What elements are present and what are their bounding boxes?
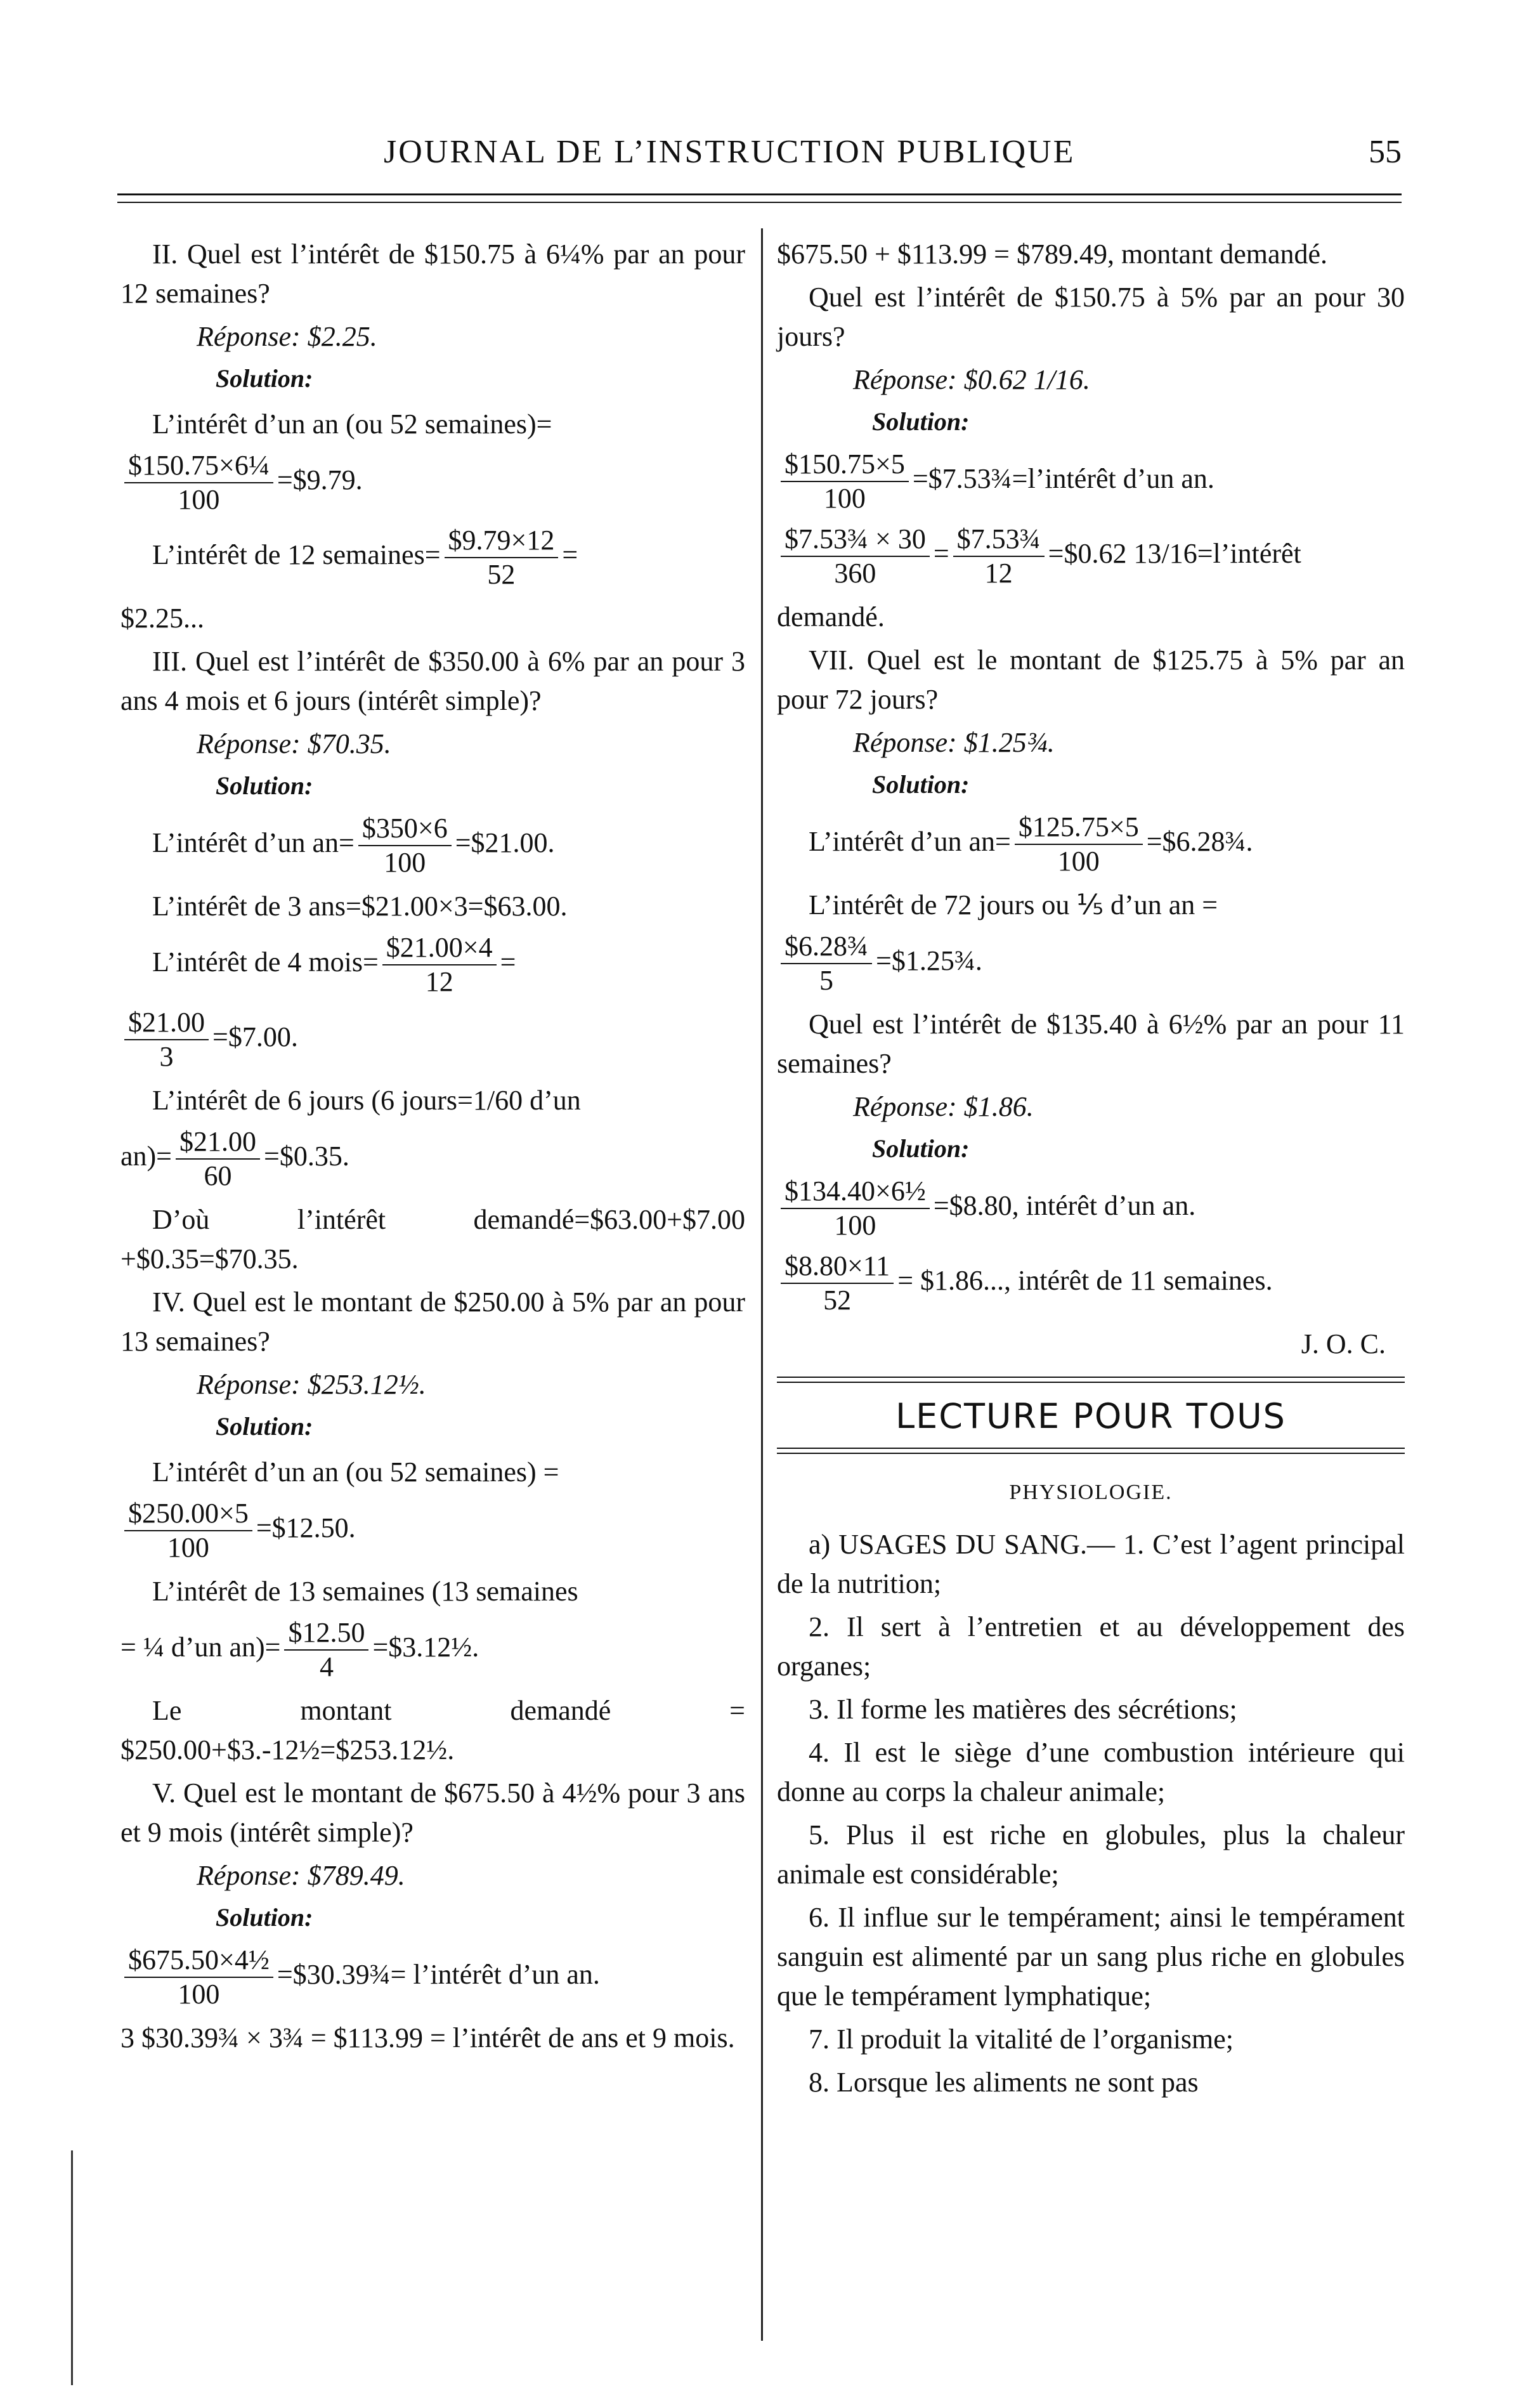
q8-equation-1: $\frac{\text{\$134.40×6½}}{100}$ =$8.80, intérêt d’un an.: [777, 1175, 1405, 1242]
question-4: IV. Quel est le montant de $250.00 à 5% par an pour 13 semaines?: [120, 1286, 745, 1357]
answer-6: Réponse: $0.62 1/16.: [853, 364, 1090, 395]
list-item: a) USAGES DU SANG.— 1. C’est l’agent principal de la nutrition;: [777, 1529, 1405, 1599]
list-item: 8. Lorsque les aliments ne sont pas: [809, 2067, 1199, 2098]
column-divider: [761, 228, 763, 2341]
q3-equation-4: $\frac{\$21.00}{3}$ =$7.00.: [120, 1006, 745, 1073]
q5-line-2: 3 $30.39¾ × 3¾ = $113.99 = l’intérêt de ans et 9 mois.: [120, 2022, 735, 2053]
solution-label-6: Solution:: [872, 407, 970, 436]
answer-4: Réponse: $253.12½.: [197, 1369, 426, 1400]
list-item: 3. Il forme les matières des sécrétions;: [809, 1694, 1237, 1725]
q6-equation-2: $\frac{\text{\$7.53¾ × 30}}{360}$ = $\frac{\text{\$7.53¾}}{12}$ =$0.62 13/16=l’intérêt: [777, 523, 1405, 590]
section-title: LECTURE POUR TOUS: [895, 1396, 1286, 1436]
question-5: V. Quel est le montant de $675.50 à 4½% pour 3 ans et 9 mois (intérêt simple)?: [120, 1777, 745, 1848]
q5-equation-1: $\frac{\text{\$675.50×4½}}{100}$ =$30.39¾= l’intérêt d’un an.: [120, 1944, 745, 2011]
list-item: 5. Plus il est riche en globules, plus la chaleur animale est considérable;: [777, 1819, 1405, 1890]
fraction: $\frac{\text{\$7.53¾ × 30}}{360}$: [781, 523, 930, 590]
q3-total: D’où l’intérêt demandé=$63.00+$7.00 +$0.35=$70.35.: [120, 1204, 745, 1274]
page-header: [117, 127, 1402, 184]
fraction: $\frac{\$12.50}{4}$: [284, 1616, 368, 1684]
header-rule-thin: [117, 202, 1402, 203]
answer-5: Réponse: $789.49.: [197, 1860, 405, 1891]
answer-7: Réponse: $1.25¾.: [853, 727, 1055, 758]
q2-equation-1: $\frac{\text{\$150.75×6¼}}{100}$ =$9.79.: [120, 449, 745, 516]
question-8: Quel est l’intérêt de $135.40 à 6½% par an pour 11 semaines?: [777, 1009, 1405, 1079]
q7-equation-1: L’intérêt d’un an= $\frac{\$125.75\times 5}{100}$ =$6.28¾.: [809, 811, 1253, 877]
list-item: 2. Il sert à l’entretien et au développement des organes;: [777, 1611, 1405, 1682]
solution-label-2: Solution:: [216, 364, 313, 393]
fraction: $\frac{\$350\times 6}{100}$: [358, 812, 452, 879]
solution-label-3: Solution:: [216, 771, 313, 800]
q4-equation-2: $\frac{\$250.00\times 5}{100}$ =$12.50.: [120, 1497, 745, 1564]
q2-result: $2.25...: [120, 603, 204, 634]
page-number: 55: [1369, 134, 1402, 170]
header-rule: [117, 193, 1402, 195]
list-item: 4. Il est le siège d’une combustion intérieure qui donne au corps la chaleur animale;: [777, 1737, 1405, 1807]
solution-label-7: Solution:: [872, 770, 970, 799]
solution-label-5: Solution:: [216, 1903, 313, 1932]
q3-equation-6: an)= $\frac{\$21.00}{60}$ =$0.35.: [120, 1126, 349, 1191]
answer-2: Réponse: $2.25.: [197, 321, 377, 352]
q3-equation-1: L’intérêt d’un an= $\frac{\$350\times 6}{100}$ =$21.00.: [152, 813, 555, 878]
signature: J. O. C.: [1301, 1328, 1386, 1359]
question-6: Quel est l’intérêt de $150.75 à 5% par an pour 30 jours?: [777, 282, 1405, 352]
q7-equation-3: $\frac{\text{\$6.28¾}}{5}$ =$1.25¾.: [777, 930, 1405, 997]
q4-line-3: L’intérêt de 13 semaines (13 semaines: [152, 1576, 578, 1607]
fraction: $\frac{\$9.79\times 12}{52}$: [445, 524, 559, 591]
fraction: $\frac{\$125.75\times 5}{100}$: [1015, 811, 1143, 878]
fraction: $\frac{\$8.80\times 11}{52}$: [781, 1250, 894, 1317]
q2-equation-2: L’intérêt de 12 semaines= $\frac{\$9.79\times 12}{52}$ =: [152, 525, 578, 590]
subheading: PHYSIOLOGIE.: [1009, 1481, 1173, 1504]
solution-label-8: Solution:: [872, 1134, 970, 1163]
q7-line-2: L’intérêt de 72 jours ou ⅕ d’un an =: [809, 889, 1218, 920]
left-column: [120, 235, 745, 2062]
q8-equation-2: $\frac{\$8.80\times 11}{52}$ = $1.86..., intérêt de 11 semaines.: [777, 1250, 1405, 1317]
fraction: $\frac{\text{\$150.75×6¼}}{100}$: [124, 449, 273, 516]
question-3: III. Quel est l’intérêt de $350.00 à 6% par an pour 3 ans 4 mois et 6 jours (intérêt simple)?: [120, 646, 745, 716]
q4-equation-4: = ¼ d’un an)= $\frac{\$12.50}{4}$ =$3.12½.: [120, 1617, 479, 1682]
answer-8: Réponse: $1.86.: [853, 1091, 1034, 1122]
solution-label-4: Solution:: [216, 1412, 313, 1441]
q6-equation-1: $\frac{\$150.75\times 5}{100}$ =$7.53¾=l’intérêt d’un an.: [777, 448, 1405, 515]
fraction: $\frac{\$21.00}{3}$: [124, 1006, 209, 1073]
fraction: $\frac{\$250.00\times 5}{100}$: [124, 1497, 252, 1564]
question-7: VII. Quel est le montant de $125.75 à 5% par an pour 72 jours?: [777, 645, 1405, 715]
section-divider-bottom: [777, 1448, 1405, 1454]
fraction: $\frac{\$21.00}{60}$: [176, 1125, 260, 1193]
section-divider: [777, 1377, 1405, 1383]
fraction: $\frac{\$150.75\times 5}{100}$: [781, 448, 909, 515]
q5-continuation: $675.50 + $113.99 = $789.49, montant demandé.: [777, 239, 1328, 270]
margin-line: [71, 2150, 73, 2385]
fraction: $\frac{\text{\$7.53¾}}{12}$: [953, 523, 1045, 590]
q4-total: Le montant demandé = $250.00+$3.-12½=$253.12½.: [120, 1695, 745, 1765]
list-item: 7. Il produit la vitalité de l’organisme;: [809, 2024, 1234, 2055]
fraction: $\frac{\text{\$6.28¾}}{5}$: [781, 930, 872, 997]
fraction: $\frac{\text{\$675.50×4½}}{100}$: [124, 1944, 273, 2011]
list-item: 6. Il influe sur le tempérament; ainsi le tempérament sanguin est alimenté par un sang plus riche en globules que le tempérament lymphatique;: [777, 1902, 1405, 2012]
fraction: $\frac{\$21.00\times 4}{12}$: [382, 931, 497, 998]
q3-line-2: L’intérêt de 3 ans=$21.00×3=$63.00.: [152, 891, 568, 922]
q3-line-5: L’intérêt de 6 jours (6 jours=1/60 d’un: [152, 1085, 581, 1116]
running-title: JOURNAL DE L’INSTRUCTION PUBLIQUE: [384, 134, 1076, 170]
answer-3: Réponse: $70.35.: [197, 728, 391, 759]
q2-line-1: L’intérêt d’un an (ou 52 semaines)=: [152, 409, 552, 440]
right-column: [777, 235, 1405, 2106]
fraction: $\frac{\text{\$134.40×6½}}{100}$: [781, 1175, 930, 1242]
q6-line-3: demandé.: [777, 601, 885, 632]
q3-equation-3: L’intérêt de 4 mois= $\frac{\$21.00\times 4}{12}$ =: [152, 932, 516, 997]
q4-line-1: L’intérêt d’un an (ou 52 semaines) =: [152, 1456, 559, 1488]
question-2: II. Quel est l’intérêt de $150.75 à 6¼% par an pour 12 semaines?: [120, 239, 745, 309]
